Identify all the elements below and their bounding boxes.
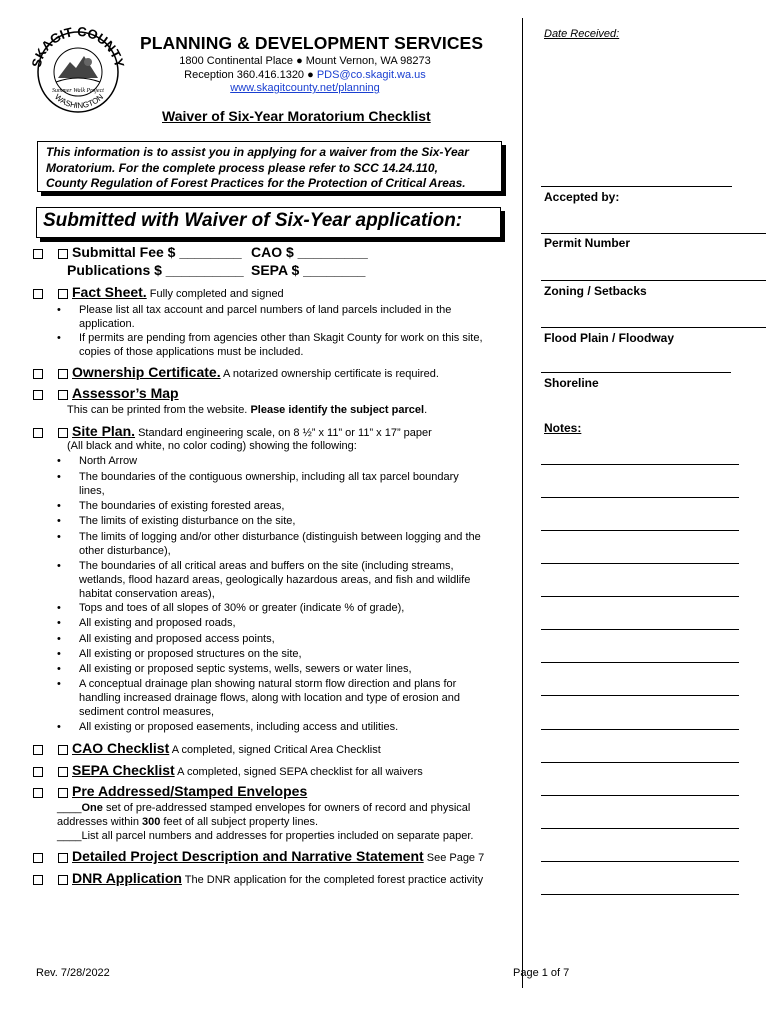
item-desc: A completed, signed SEPA checklist for all waivers [177,766,423,778]
checklist-item-project-description [33,848,484,864]
notes-line[interactable] [541,695,739,696]
column-divider [522,18,523,988]
fee-row [33,244,242,260]
submittal-fee: Submittal Fee $ ________ [72,244,242,260]
site-plan-bullet-continuation: wetlands, flood hazard areas, geologically hazardous areas, and fish and wildlife [79,574,471,586]
site-plan-bullet: • The boundaries of the contiguous ownership, including all tax parcel boundary [57,471,459,483]
item-desc: The DNR application for the completed forest practice activity [184,874,484,886]
checkbox[interactable] [33,428,43,438]
checkbox[interactable] [33,788,43,798]
checkbox[interactable] [58,788,68,798]
checkbox[interactable] [58,875,68,885]
site-plan-bullet: • All existing or proposed easements, including access and utilities. [57,721,399,733]
checkbox[interactable] [58,390,68,400]
page-number: Page 1 of 7 [513,967,570,979]
notes-label: Notes: [544,421,582,435]
email-link[interactable]: PDS@co.skagit.wa.us [316,69,426,81]
site-plan-bullet: • North Arrow [57,455,138,467]
site-plan-bullet: • All existing or proposed septic systems, wells, sewers or water lines, [57,663,412,675]
checkbox[interactable] [58,289,68,299]
notes-line[interactable] [541,795,739,796]
item-desc: Fully completed and signed [149,288,284,300]
site-plan-note: (All black and white, no color coding) showing the following: [67,440,357,452]
checkbox[interactable] [33,249,43,259]
checkbox[interactable] [33,853,43,863]
skagit-county-logo [26,22,128,114]
shoreline-label: Shoreline [544,376,599,390]
shoreline-line[interactable] [541,372,731,373]
notes-line[interactable] [541,563,739,564]
address: 1800 Continental Place ● Mount Vernon, WA 98273 [179,55,431,67]
envelope-line-2: addresses within 300 feet of all subject property lines. [57,816,319,828]
checkbox[interactable] [33,390,43,400]
info-line-3: County Regulation of Forest Practices for the Protection of Critical Areas. [46,176,466,190]
item-title: Assessor’s Map [72,385,179,401]
notes-line[interactable] [541,828,739,829]
checkbox[interactable] [58,767,68,777]
permit-number-label: Permit Number [544,236,631,250]
cao-fee: CAO $ _________ [251,244,368,260]
logo-bottom-text: WASHINGTON [52,92,105,111]
sepa-fee: SEPA $ ________ [251,262,366,278]
item-desc: A completed, signed Critical Area Checklist [171,744,381,756]
notes-line[interactable] [541,629,739,630]
checkbox[interactable] [58,249,68,259]
site-plan-bullet-continuation: sediment control measures, [79,706,215,718]
notes-line[interactable] [541,861,739,862]
item-desc: A notarized ownership certificate is required. [223,368,439,380]
site-plan-bullet: • The limits of logging and/or other disturbance (distinguish between logging and the [57,531,481,543]
notes-line[interactable] [541,596,739,597]
notes-line[interactable] [541,530,739,531]
checkbox[interactable] [33,369,43,379]
date-received-label: Date Received: [544,28,620,40]
checklist-item-assessor [33,385,179,401]
checkbox[interactable] [33,745,43,755]
checklist-item-cao [33,740,381,756]
checklist-item-ownership [33,364,439,380]
item-title: CAO Checklist [72,740,170,756]
envelope-line-3: ____List all parcel numbers and addresses for properties included on separate paper. [57,830,474,842]
checklist-item-fact-sheet [33,284,284,300]
reception-phone: Reception 360.416.1320 ● [184,69,317,81]
checklist-item-site-plan [33,423,432,439]
item-title: Detailed Project Description and Narrative Statement [72,848,424,864]
info-box [37,141,502,192]
site-plan-bullet: • A conceptual drainage plan showing natural storm flow direction and plans for [57,678,457,690]
page-title: PLANNING & DEVELOPMENT SERVICES [140,33,484,53]
notes-line[interactable] [541,662,739,663]
checkbox[interactable] [58,853,68,863]
item-title: Site Plan. [72,423,136,439]
submitted-heading: Submitted with Waiver of Six-Year application: [36,207,501,238]
bullet: • Please list all tax account and parcel numbers of land parcels included in the application. [57,304,452,330]
item-title: Fact Sheet. [72,284,147,300]
notes-line[interactable] [541,497,739,498]
checkbox[interactable] [33,875,43,885]
zoning-line[interactable] [541,280,766,281]
reception-line [150,69,460,81]
site-plan-bullet-continuation: lines, [79,485,105,497]
item-desc: See Page 7 [426,852,485,864]
svg-text:SKAGIT COUNTY [29,24,128,70]
site-plan-bullet-continuation: other disturbance), [79,545,171,557]
checklist-item-sepa [33,762,423,778]
checklist-item-envelopes [33,783,307,799]
checkbox[interactable] [33,767,43,777]
checkbox[interactable] [58,745,68,755]
site-plan-bullet: • The limits of existing disturbance on the site, [57,515,296,527]
site-plan-bullet: • All existing or proposed structures on the site, [57,648,302,660]
site-plan-bullet: • All existing and proposed access points, [57,633,275,645]
permit-number-line[interactable] [541,233,766,234]
notes-line[interactable] [541,762,739,763]
checklist-item-dnr [33,870,483,886]
checkbox[interactable] [33,289,43,299]
checklist-title: Waiver of Six-Year Moratorium Checklist [162,108,431,124]
item-desc: Standard engineering scale, on 8 ½” x 11” or 11” x 17” paper [138,427,432,439]
checkbox[interactable] [58,369,68,379]
site-plan-bullet-continuation: habitat conservation areas), [79,588,215,600]
website-link[interactable]: www.skagitcounty.net/planning [230,82,380,94]
flood-label: Flood Plain / Floodway [544,331,675,345]
site-plan-bullet: • All existing and proposed roads, [57,617,236,629]
site-plan-bullet: • Tops and toes of all slopes of 30% or greater (indicate % of grade), [57,602,405,614]
logo-top-text: SKAGIT COUNTY [28,23,128,70]
logo-motto: Summer Walk Project [52,88,104,94]
bullet: • If permits are pending from agencies other than Skagit County for work on this site, copies of those applications must be included. [57,332,483,358]
item-title: SEPA Checklist [72,762,175,778]
item-title: Ownership Certificate. [72,364,221,380]
item-title: DNR Application [72,870,182,886]
zoning-label: Zoning / Setbacks [544,284,647,298]
accepted-by-label: Accepted by: [544,190,620,204]
notes-line[interactable] [541,729,739,730]
notes-line[interactable] [541,894,739,895]
info-line-1: This information is to assist you in applying for a waiver from the Six-Year [46,145,469,159]
flood-line[interactable] [541,327,766,328]
assessor-note: This can be printed from the website. Please identify the subject parcel. [67,404,428,416]
checkbox[interactable] [58,428,68,438]
site-plan-bullet: • The boundaries of existing forested areas, [57,500,285,512]
publications-fee: Publications $ __________ [67,262,244,278]
item-title: Pre Addressed/Stamped Envelopes [72,783,308,799]
site-plan-bullet: • The boundaries of all critical areas and buffers on the site (including streams, [57,560,454,572]
site-plan-bullet-continuation: handling increased drainage flows, along with location and type of erosion and [79,692,460,704]
envelope-line-1: ____One set of pre-addressed stamped envelopes for owners of record and physical [57,802,471,814]
accepted-by-line[interactable] [541,186,732,187]
revision-date: Rev. 7/28/2022 [36,967,110,979]
info-line-2: Moratorium. For the complete process please refer to SCC 14.24.110, [46,160,438,175]
notes-line[interactable] [541,464,739,465]
